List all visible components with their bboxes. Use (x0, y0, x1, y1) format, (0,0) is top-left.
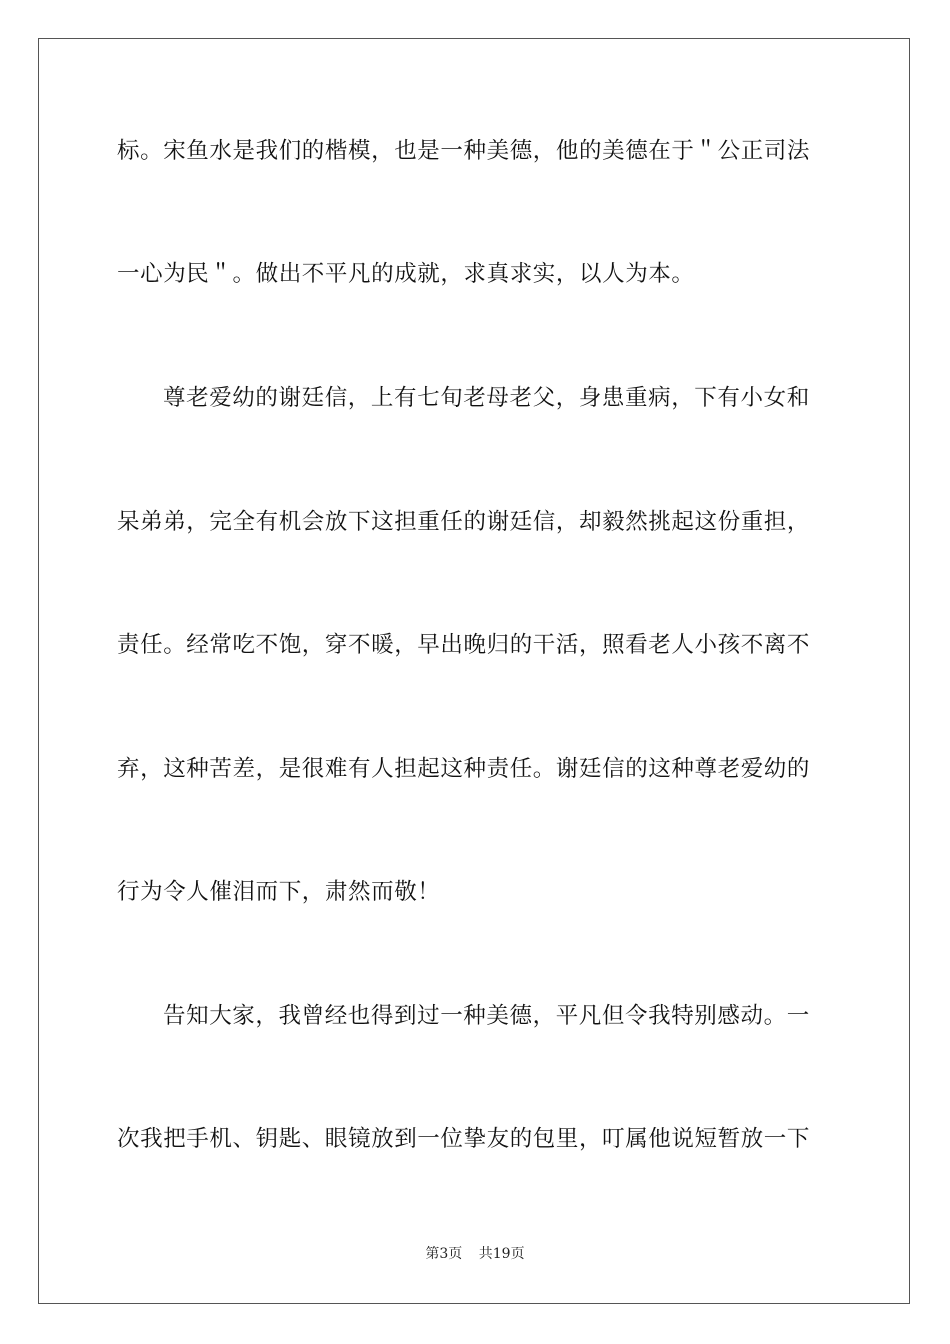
paragraph-line: 责任。经常吃不饱，穿不暖，早出晚归的干活，照看老人小孩不离不 (117, 632, 811, 658)
page-number: 第3页 (425, 1246, 463, 1262)
page-footer (0, 1244, 950, 1264)
paragraph-line: 弃，这种苦差，是很难有人担起这种责任。谢廷信的这种尊老爱幼的 (117, 756, 811, 782)
paragraph-line: 行为令人催泪而下，肃然而敬！ (117, 879, 441, 905)
paragraph-line: 尊老爱幼的谢廷信，上有七旬老母老父，身患重病，下有小女和 (163, 385, 810, 411)
page-total: 共19页 (478, 1246, 525, 1262)
page-border (38, 38, 910, 1304)
paragraph-line: 次我把手机、钥匙、眼镜放到一位挚友的包里，叮属他说短暂放一下 (117, 1126, 811, 1152)
paragraph-line: 一心为民＂。做出不平凡的成就，求真求实，以人为本。 (117, 261, 695, 287)
paragraph-line: 告知大家，我曾经也得到过一种美德，平凡但令我特别感动。一 (163, 1003, 810, 1029)
paragraph-line: 呆弟弟，完全有机会放下这担重任的谢廷信，却毅然挑起这份重担， (117, 509, 811, 535)
paragraph-line: 标。宋鱼水是我们的楷模，也是一种美德，他的美德在于＂公正司法 (117, 138, 811, 164)
